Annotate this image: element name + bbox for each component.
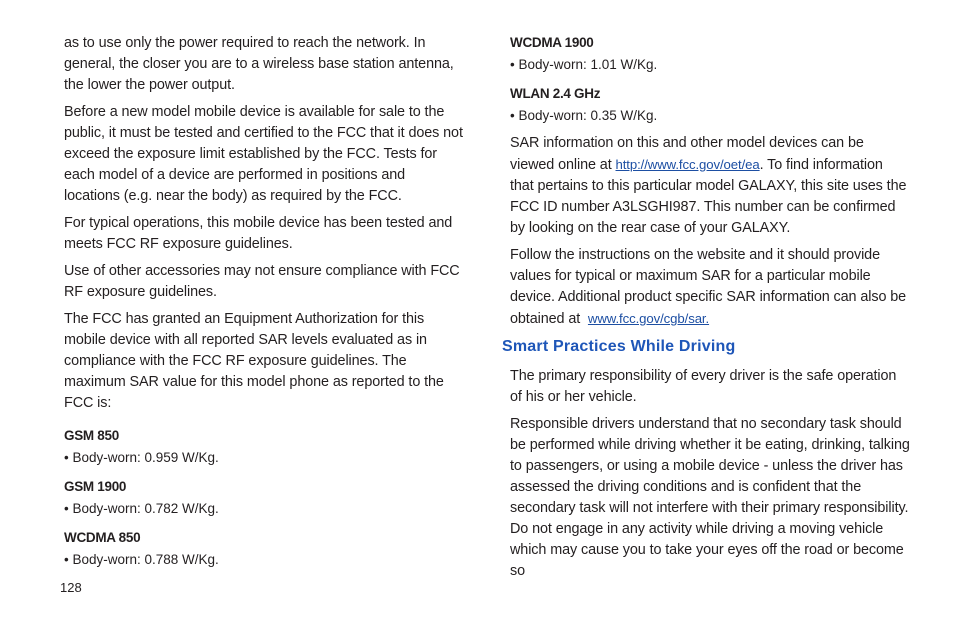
paragraph-sar-information xyxy=(510,133,910,239)
follow-text-pre: Follow the instructions on the website and it should provide values for typical or maximum SAR for a particular mobile device. Additional product specific SAR information can also be obtained at xyxy=(510,247,910,327)
right-column xyxy=(502,33,910,588)
fcc-oet-link[interactable]: http://www.fcc.gov/oet/ea xyxy=(615,157,760,172)
paragraph-follow-instructions xyxy=(510,245,910,330)
wlan-heading: WLAN 2.4 GHz xyxy=(510,86,601,101)
wcdma1900-sar-value: • Body-worn: 1.01 W/Kg. xyxy=(510,57,658,72)
wcdma1900-heading: WCDMA 1900 xyxy=(510,35,594,50)
left-column xyxy=(64,33,464,573)
paragraph-equipment-authorization: The FCC has granted an Equipment Authorization for this mobile device with all reported SAR levels evaluated as in compliance with the FCC RF exposure guidelines. The maximum SAR value for this model phone as reported to the FCC is: xyxy=(64,311,444,411)
paragraph-fcc-testing: Before a new model mobile device is available for sale to the public, it must be tested and certified to the FCC that it does not exceed the exposure limit established by the FCC. Tests for each model of a device are performed in positions and locations (e.g. near the body) as required by the FCC. xyxy=(64,104,463,204)
wcdma850-heading: WCDMA 850 xyxy=(64,530,141,545)
sar-text-post: . To find information that pertains to this particular model GALAXY, this site uses the FCC ID number A3LSGHI987. This number can be confirmed by looking on the rear case of your GALAXY. xyxy=(510,157,907,236)
paragraph-network-power: as to use only the power required to reach the network. In general, the closer you are to a wireless base station antenna, the lower the power output. xyxy=(64,35,454,93)
paragraph-typical-operations: For typical operations, this mobile device has been tested and meets FCC RF exposure guidelines. xyxy=(64,215,453,252)
fcc-cgb-sar-link[interactable]: www.fcc.gov/cgb/sar. xyxy=(587,311,710,326)
gsm850-sar-value: • Body-worn: 0.959 W/Kg. xyxy=(64,450,219,465)
gsm1900-sar-value: • Body-worn: 0.782 W/Kg. xyxy=(64,501,219,516)
section-title-smart-driving: Smart Practices While Driving xyxy=(502,338,736,355)
wcdma850-sar-value: • Body-worn: 0.788 W/Kg. xyxy=(64,552,219,567)
wlan-sar-value: • Body-worn: 0.35 W/Kg. xyxy=(510,108,658,123)
paragraph-responsible-drivers: Responsible drivers understand that no secondary task should be performed while driving whether it be eating, drinking, talking to passengers, or using a mobile device - unless the driver has assessed the driving conditions and is confident that the secondary task will not interfere with their primary responsibility. Do not engage in any activity while driving a moving vehicle which may cause you to take your eyes off the road or become so xyxy=(510,416,910,579)
paragraph-accessories: Use of other accessories may not ensure compliance with FCC RF exposure guidelines. xyxy=(64,263,460,300)
sar-text-pre: SAR information on this and other model devices can be viewed online at xyxy=(510,135,864,173)
page-number: 128 xyxy=(60,580,82,595)
gsm850-heading: GSM 850 xyxy=(64,428,119,443)
paragraph-driver-responsibility: The primary responsibility of every driver is the safe operation of his or her vehicle. xyxy=(510,368,897,405)
gsm1900-heading: GSM 1900 xyxy=(64,479,127,494)
